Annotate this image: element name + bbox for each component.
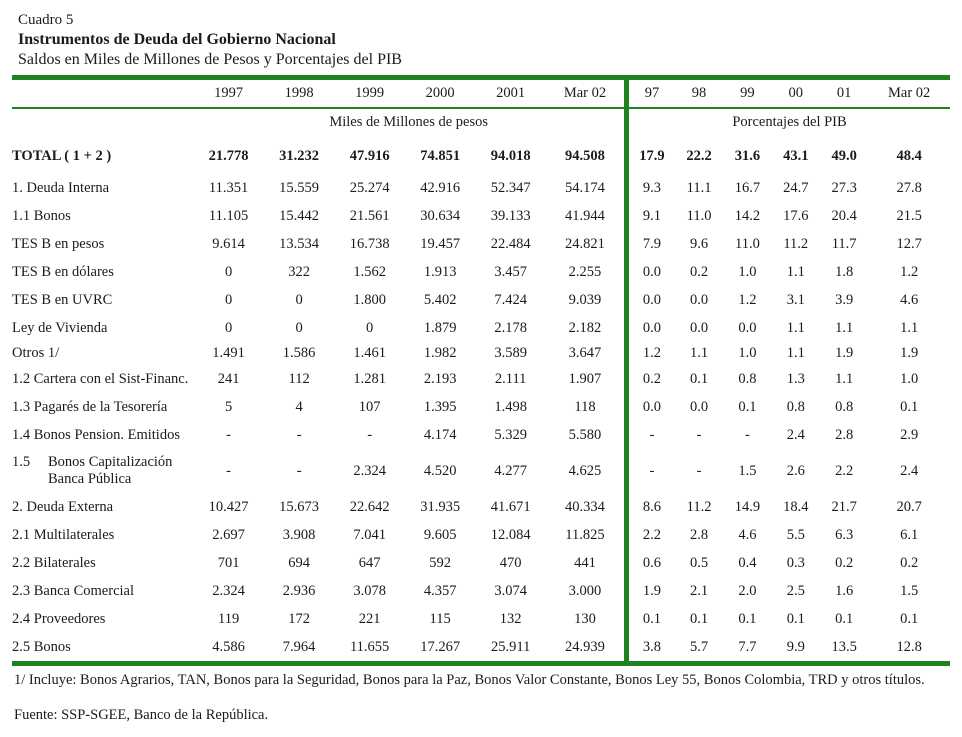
- pesos-value: 15.673: [279, 498, 320, 515]
- year-header-pib: 01: [820, 78, 868, 109]
- pib-value: 1.1: [689, 345, 709, 361]
- pesos-value: 41.944: [565, 207, 605, 224]
- pesos-value: 31.935: [420, 498, 461, 515]
- pib-value: 21.7: [831, 498, 857, 515]
- pesos-value: 172: [288, 610, 310, 627]
- pesos-value: 2.936: [282, 582, 316, 599]
- table-row: [12, 493, 950, 521]
- corner-cell: [12, 108, 193, 135]
- pesos-value: 13.534: [279, 235, 320, 252]
- pib-value: 0.1: [689, 610, 709, 627]
- pib-value: 4.6: [738, 526, 757, 543]
- pesos-value: 21.778: [208, 148, 249, 164]
- row-label: Otros 1/: [12, 345, 60, 361]
- pib-value: 0.0: [627, 314, 675, 342]
- table-row: [12, 314, 950, 342]
- page-subtitle: Saldos en Miles de Millones de Pesos y Porcentajes del PIB: [18, 51, 402, 68]
- pib-value: 14.2: [734, 207, 761, 224]
- pib-value: 1.1: [835, 319, 854, 336]
- pesos-value: 0: [295, 291, 303, 308]
- pib-value: 11.2: [783, 235, 809, 252]
- year-header-pib: Mar 02: [868, 78, 950, 109]
- pesos-value: 1.395: [423, 398, 457, 415]
- pesos-value: 15.559: [279, 179, 320, 196]
- row-label: TES B en pesos: [12, 235, 105, 252]
- pesos-value: 24.821: [565, 235, 605, 252]
- table-row: [12, 549, 950, 577]
- row-label-lines: [48, 454, 172, 488]
- pib-value: 0.0: [689, 291, 709, 308]
- pib-value: 2.6: [786, 462, 805, 479]
- pib-value: 1.0: [738, 345, 757, 361]
- pib-value: 0.1: [835, 610, 854, 627]
- year-header-pesos: Mar 02: [546, 78, 627, 109]
- pesos-value: 241: [217, 370, 240, 387]
- table-row: [12, 286, 950, 314]
- pib-value: 0.0: [627, 393, 675, 421]
- pib-value: 1.0: [900, 370, 919, 387]
- pib-value: 1.0: [738, 263, 757, 280]
- pesos-value: 9.605: [423, 526, 457, 543]
- pesos-value: 3.647: [568, 345, 602, 361]
- pesos-value: 4.520: [423, 462, 457, 479]
- pib-value: 1.9: [627, 577, 675, 605]
- pib-value: 1.1: [786, 319, 805, 336]
- pesos-value: 94.018: [490, 148, 531, 164]
- pesos-value: 10.427: [208, 498, 249, 515]
- pib-value: 0.8: [835, 398, 854, 415]
- pib-value: 0.2: [627, 365, 675, 393]
- pib-value: -: [627, 449, 675, 493]
- pesos-value: 2.255: [568, 263, 602, 280]
- pib-value: 11.0: [686, 207, 712, 224]
- row-label: 2.4 Proveedores: [12, 610, 106, 627]
- group-header-pesos: Miles de Millones de pesos: [329, 113, 489, 130]
- table-row: [12, 421, 950, 449]
- pesos-value: 5: [224, 398, 233, 415]
- pesos-value: 4.586: [212, 638, 245, 655]
- row-label: TES B en UVRC: [12, 291, 113, 308]
- pesos-value: 4.277: [494, 462, 527, 479]
- pesos-value: 701: [217, 554, 240, 571]
- table-row: [12, 258, 950, 286]
- pib-value: 1.1: [786, 345, 805, 361]
- pesos-value: 3.074: [494, 582, 527, 599]
- pib-value: 2.8: [835, 426, 854, 443]
- pesos-value: 132: [499, 610, 522, 627]
- pib-value: 6.3: [835, 526, 854, 543]
- pib-value: 1.2: [627, 342, 675, 365]
- pib-value: 1.1: [835, 370, 854, 387]
- pesos-value: -: [296, 462, 302, 479]
- pib-value: 49.0: [831, 148, 857, 164]
- pesos-value: 2.324: [353, 462, 386, 479]
- debt-table-head: [12, 78, 950, 136]
- pib-value: 20.4: [831, 207, 857, 224]
- pib-value: 5.5: [786, 526, 805, 543]
- page-title: Instrumentos de Deuda del Gobierno Nacional: [18, 31, 336, 48]
- pesos-value: 39.133: [490, 207, 531, 224]
- group-header-row: [12, 108, 950, 135]
- table-number: Cuadro 5: [18, 12, 74, 28]
- pesos-value: -: [226, 426, 232, 443]
- debt-table-body: [12, 135, 950, 664]
- pesos-value: 107: [358, 398, 381, 415]
- pesos-value: 22.484: [490, 235, 531, 252]
- pib-value: 11.7: [831, 235, 857, 252]
- pesos-value: 31.232: [279, 148, 320, 164]
- pesos-value: 24.939: [565, 638, 605, 655]
- pesos-value: 12.084: [490, 526, 531, 543]
- table-row: [12, 449, 950, 493]
- pib-value: -: [696, 426, 702, 443]
- pesos-value: 16.738: [349, 235, 390, 252]
- row-label-line1: Bonos Capitalización: [48, 454, 173, 470]
- pesos-value: 3.078: [353, 582, 386, 599]
- table-row: [12, 577, 950, 605]
- table-row: [12, 605, 950, 633]
- pib-value: 9.1: [627, 202, 675, 230]
- pesos-value: 1.562: [353, 263, 386, 280]
- table-row: [12, 633, 950, 664]
- pesos-value: 441: [574, 554, 596, 571]
- pesos-value: 694: [288, 554, 310, 571]
- pesos-value: 9.614: [212, 235, 245, 252]
- pesos-value: 11.655: [349, 638, 390, 655]
- pib-value: 24.7: [783, 179, 809, 196]
- pesos-value: 1.586: [282, 345, 316, 361]
- pib-value: 3.1: [786, 291, 805, 308]
- pesos-value: 19.457: [420, 235, 461, 252]
- pesos-value: -: [226, 462, 232, 479]
- pib-value: 0.1: [738, 610, 757, 627]
- pib-value: 3.8: [627, 633, 675, 664]
- pesos-value: 3.457: [494, 263, 527, 280]
- pesos-value: 5.580: [568, 426, 602, 443]
- pesos-value: 11.825: [565, 526, 605, 543]
- pib-value: 6.1: [900, 526, 919, 543]
- row-label: 1.4 Bonos Pension. Emitidos: [12, 426, 180, 443]
- pib-value: 0.0: [689, 398, 709, 415]
- pib-value: 0.2: [835, 554, 854, 571]
- pib-value: 1.2: [738, 291, 757, 308]
- row-label: 1.2 Cartera con el Sist-Financ.: [12, 370, 189, 387]
- pib-value: 9.9: [786, 638, 805, 655]
- pesos-value: 115: [429, 610, 451, 627]
- pib-value: 1.8: [835, 263, 854, 280]
- pib-value: 1.3: [786, 370, 805, 387]
- pib-value: 48.4: [896, 148, 922, 164]
- pib-value: 0.8: [786, 398, 805, 415]
- row-label: 1.3 Pagarés de la Tesorería: [12, 398, 168, 415]
- pesos-value: 2.182: [568, 319, 602, 336]
- pesos-value: 41.671: [490, 498, 531, 515]
- pesos-value: 9.039: [568, 291, 602, 308]
- pib-value: 1.1: [786, 263, 805, 280]
- pesos-value: 112: [288, 370, 310, 387]
- year-header-pesos: 1997: [193, 78, 264, 109]
- pib-value: 0.6: [627, 549, 675, 577]
- pib-value: 8.6: [627, 493, 675, 521]
- pesos-value: 47.916: [349, 148, 390, 164]
- pib-value: 0.1: [738, 398, 757, 415]
- pesos-value: 2.697: [212, 526, 245, 543]
- pib-value: 4.6: [900, 291, 919, 308]
- row-label: TOTAL ( 1 + 2 ): [12, 148, 112, 164]
- pib-value: 0.0: [627, 258, 675, 286]
- pib-value: 27.8: [896, 179, 922, 196]
- pesos-value: 2.324: [212, 582, 245, 599]
- pesos-value: 1.461: [353, 345, 386, 361]
- pib-value: 18.4: [783, 498, 809, 515]
- pib-value: 2.0: [738, 582, 757, 599]
- pesos-value: 1.982: [423, 345, 457, 361]
- table-row: [12, 365, 950, 393]
- pesos-value: 4.625: [568, 462, 602, 479]
- table-row: [12, 342, 950, 365]
- pib-value: 2.4: [786, 426, 805, 443]
- pib-value: 16.7: [734, 179, 761, 196]
- pib-value: 9.6: [689, 235, 709, 252]
- pib-value: 13.5: [831, 638, 857, 655]
- pib-value: 0.0: [689, 319, 709, 336]
- pib-value: -: [627, 421, 675, 449]
- pib-value: 0.1: [689, 370, 709, 387]
- debt-table: [12, 75, 950, 666]
- pesos-value: 52.347: [490, 179, 531, 196]
- pesos-value: 119: [217, 610, 240, 627]
- title-block: [18, 10, 962, 70]
- year-header-pesos: 2001: [475, 78, 546, 109]
- row-label: 2.2 Bilaterales: [12, 554, 96, 571]
- pesos-value: 3.589: [494, 345, 527, 361]
- pib-value: 21.5: [896, 207, 922, 224]
- pib-value: 27.3: [831, 179, 857, 196]
- pib-value: -: [744, 426, 750, 443]
- row-label: 2.5 Bonos: [12, 638, 71, 655]
- pesos-value: 2.111: [494, 370, 527, 387]
- row-label: 2.1 Multilaterales: [12, 526, 115, 543]
- pesos-value: 5.329: [494, 426, 527, 443]
- pib-value: 9.3: [627, 174, 675, 202]
- pib-value: 0.4: [738, 554, 757, 571]
- table-row: [12, 174, 950, 202]
- pib-value: 31.6: [734, 148, 761, 164]
- pib-value: 2.1: [689, 582, 709, 599]
- pesos-value: 94.508: [565, 148, 605, 164]
- row-label: 2.3 Banca Comercial: [12, 582, 134, 599]
- pib-value: 7.9: [627, 230, 675, 258]
- pib-value: 17.9: [627, 135, 675, 174]
- year-header-row: [12, 78, 950, 109]
- pesos-value: 0: [224, 263, 233, 280]
- pesos-value: 2.178: [494, 319, 527, 336]
- pesos-value: 470: [499, 554, 522, 571]
- group-header-pib: Porcentajes del PIB: [627, 108, 950, 135]
- pib-value: 20.7: [896, 498, 922, 515]
- pesos-value: 130: [574, 610, 596, 627]
- year-header-pib: 98: [675, 78, 723, 109]
- table-row: [12, 393, 950, 421]
- pesos-value: 74.851: [420, 148, 461, 164]
- pib-value: 5.7: [689, 638, 709, 655]
- pesos-value: 0: [295, 319, 303, 336]
- pesos-value: 3.000: [568, 582, 602, 599]
- pesos-value: 11.351: [208, 179, 249, 196]
- row-label: 1. Deuda Interna: [12, 179, 110, 196]
- pesos-value: 592: [429, 554, 452, 571]
- row-label: [12, 449, 193, 493]
- pesos-value: 25.911: [490, 638, 531, 655]
- pib-value: 17.6: [783, 207, 809, 224]
- row-label: 1.1 Bonos: [12, 207, 71, 224]
- row-label-line2: Banca Pública: [48, 471, 132, 487]
- row-label: TES B en dólares: [12, 263, 114, 280]
- pesos-value: 17.267: [420, 638, 461, 655]
- pib-value: 2.2: [835, 462, 854, 479]
- pib-value: 0.0: [738, 319, 757, 336]
- pib-value: 0.3: [786, 554, 805, 571]
- pib-value: 2.2: [627, 521, 675, 549]
- row-number: 1.5: [12, 454, 31, 470]
- source-line: Fuente: SSP-SGEE, Banco de la República.: [14, 707, 269, 723]
- pib-value: 1.5: [900, 582, 919, 599]
- pib-value: 11.2: [686, 498, 712, 515]
- pib-value: 0.1: [786, 610, 805, 627]
- pesos-value: 221: [358, 610, 381, 627]
- table-row: [12, 521, 950, 549]
- year-header-pib: 99: [723, 78, 771, 109]
- pib-value: 12.7: [896, 235, 922, 252]
- pib-value: 11.0: [734, 235, 760, 252]
- pesos-value: 25.274: [349, 179, 390, 196]
- pib-value: 2.8: [689, 526, 709, 543]
- pib-value: 0.0: [627, 286, 675, 314]
- pib-value: 1.2: [900, 263, 919, 280]
- year-header-pib: 97: [627, 78, 675, 109]
- pesos-value: 0: [224, 319, 233, 336]
- pib-value: 0.2: [689, 263, 709, 280]
- pib-value: 0.5: [689, 554, 709, 571]
- pesos-value: 1.879: [423, 319, 457, 336]
- pib-value: 0.8: [738, 370, 757, 387]
- pib-value: 2.5: [786, 582, 805, 599]
- pib-value: 3.9: [835, 291, 854, 308]
- pesos-value: 4.357: [423, 582, 457, 599]
- pesos-value: 1.498: [494, 398, 527, 415]
- pib-value: -: [696, 462, 702, 479]
- pesos-value: 647: [358, 554, 381, 571]
- pib-value: 14.9: [734, 498, 761, 515]
- pib-value: 1.6: [835, 582, 854, 599]
- pib-value: 1.1: [900, 319, 919, 336]
- pesos-value: 1.281: [353, 370, 386, 387]
- footnote: 1/ Incluye: Bonos Agrarios, TAN, Bonos para la Seguridad, Bonos para la Paz, Bonos Valor Constante, Bonos Ley 55, Bonos Colombia, TRD y otros títulos.: [14, 672, 925, 688]
- pesos-value: 7.964: [282, 638, 316, 655]
- pesos-value: 40.334: [565, 498, 605, 515]
- pesos-value: 3.908: [282, 526, 316, 543]
- pib-value: 0.1: [900, 610, 919, 627]
- table-row: [12, 230, 950, 258]
- pesos-value: 5.402: [423, 291, 457, 308]
- pib-value: 2.9: [900, 426, 919, 443]
- table-row: [12, 135, 950, 174]
- pesos-value: 322: [288, 263, 310, 280]
- pesos-value: -: [367, 426, 373, 443]
- year-header-pesos: 1999: [334, 78, 405, 109]
- pib-value: 0.2: [900, 554, 919, 571]
- pesos-value: 15.442: [279, 207, 320, 224]
- pesos-value: 1.800: [353, 291, 386, 308]
- year-header-pesos: 2000: [405, 78, 476, 109]
- corner-cell: [12, 78, 193, 109]
- pib-value: 0.1: [900, 398, 919, 415]
- pib-value: 1.9: [900, 345, 919, 361]
- row-label: Ley de Vivienda: [12, 319, 108, 336]
- pib-value: 0.1: [627, 605, 675, 633]
- pesos-value: 7.424: [494, 291, 527, 308]
- pesos-value: 1.907: [568, 370, 602, 387]
- pesos-value: 11.105: [208, 207, 249, 224]
- pib-value: 12.8: [896, 638, 922, 655]
- pib-value: 7.7: [738, 638, 757, 655]
- pib-value: 43.1: [783, 148, 809, 164]
- pib-value: 1.9: [835, 345, 854, 361]
- pesos-value: 4.174: [423, 426, 457, 443]
- pesos-value: 0: [224, 291, 233, 308]
- pesos-value: 21.561: [349, 207, 390, 224]
- year-header-pib: 00: [772, 78, 820, 109]
- pesos-value: 2.193: [423, 370, 457, 387]
- year-header-pesos: 1998: [264, 78, 335, 109]
- row-label: 2. Deuda Externa: [12, 498, 114, 515]
- pesos-value: 42.916: [420, 179, 461, 196]
- pesos-value: 7.041: [353, 526, 386, 543]
- pesos-value: 54.174: [565, 179, 605, 196]
- table-row: [12, 202, 950, 230]
- pesos-value: 22.642: [349, 498, 390, 515]
- pesos-value: 0: [366, 319, 374, 336]
- pesos-value: -: [296, 426, 302, 443]
- pesos-value: 30.634: [420, 207, 461, 224]
- pesos-value: 1.913: [423, 263, 457, 280]
- pesos-value: 1.491: [212, 345, 245, 361]
- pesos-value: 4: [295, 398, 303, 415]
- pib-value: 2.4: [900, 462, 919, 479]
- pesos-value: 118: [574, 398, 596, 415]
- pib-value: 22.2: [686, 148, 712, 164]
- pib-value: 1.5: [738, 462, 757, 479]
- pib-value: 11.1: [686, 179, 712, 196]
